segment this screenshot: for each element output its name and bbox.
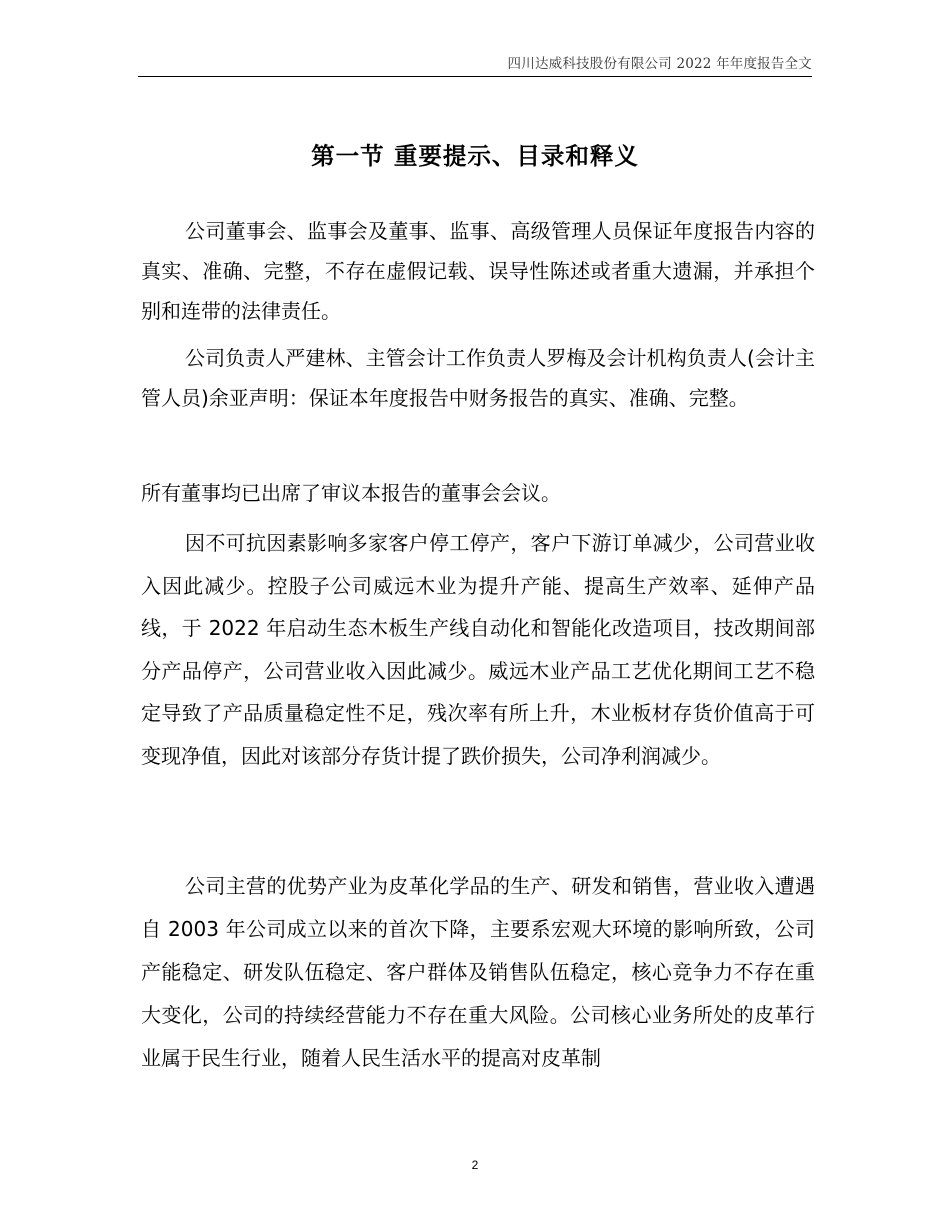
paragraph-directors-attendance — [141, 473, 815, 513]
paragraph-text: 公司董事会、监事会及董事、监事、高级管理人员保证年度报告内容的真实、准确、完整，不存在虚假记载、误导性陈述或者重大遗漏，并承担个别和连带的法律责任。 — [141, 219, 815, 323]
page-number: 2 — [471, 1158, 479, 1172]
paragraph-text: 公司主营的优势产业为皮革化学品的生产、研发和销售，营业收入遭遇自 2003 年公司成立以来的首次下降，主要系宏观大环境的影响所致，公司产能稳定、研发队伍稳定、客户群体及销售队伍稳定，核心竞争力不存在重大变化，公司的持续经营能力不存在重大风险。公司核心业务所处的皮革行业属于民生行业，随着人民生活水平的提高对皮革制 — [141, 874, 815, 1070]
paragraph-core-business — [141, 865, 815, 1080]
paragraph-text: 公司负责人严建林、主管会计工作负责人罗梅及会计机构负责人(会计主管人员)余亚声明：保证本年度报告中财务报告的真实、准确、完整。 — [141, 346, 815, 410]
paragraph-responsible-persons — [141, 338, 815, 418]
paragraph-revenue-decline — [141, 522, 815, 777]
section-title: 第一节 重要提示、目录和释义 — [311, 142, 639, 170]
paragraph-text: 因不可抗因素影响多家客户停工停产，客户下游订单减少，公司营业收入因此减少。控股子公司威远木业为提升产能、提高生产效率、延伸产品线，于 2022 年启动生态木板生产线自动化和智能化改造项目，技改期间部分产品停产，公司营业收入因此减少。威远木业产品工艺优化期间工艺不稳定导致了产品质量稳定性不足，残次率有所上升，木业板材存货价值高于可变现净值，因此对该部分存货计提了跌价损失，公司净利润减少。 — [141, 531, 815, 768]
header-text: 四川达威科技股份有限公司 2022 年年度报告全文 — [507, 56, 812, 72]
paragraph-board-statement — [141, 211, 815, 331]
paragraph-text: 所有董事均已出席了审议本报告的董事会会议。 — [141, 481, 561, 505]
running-header — [138, 52, 812, 77]
